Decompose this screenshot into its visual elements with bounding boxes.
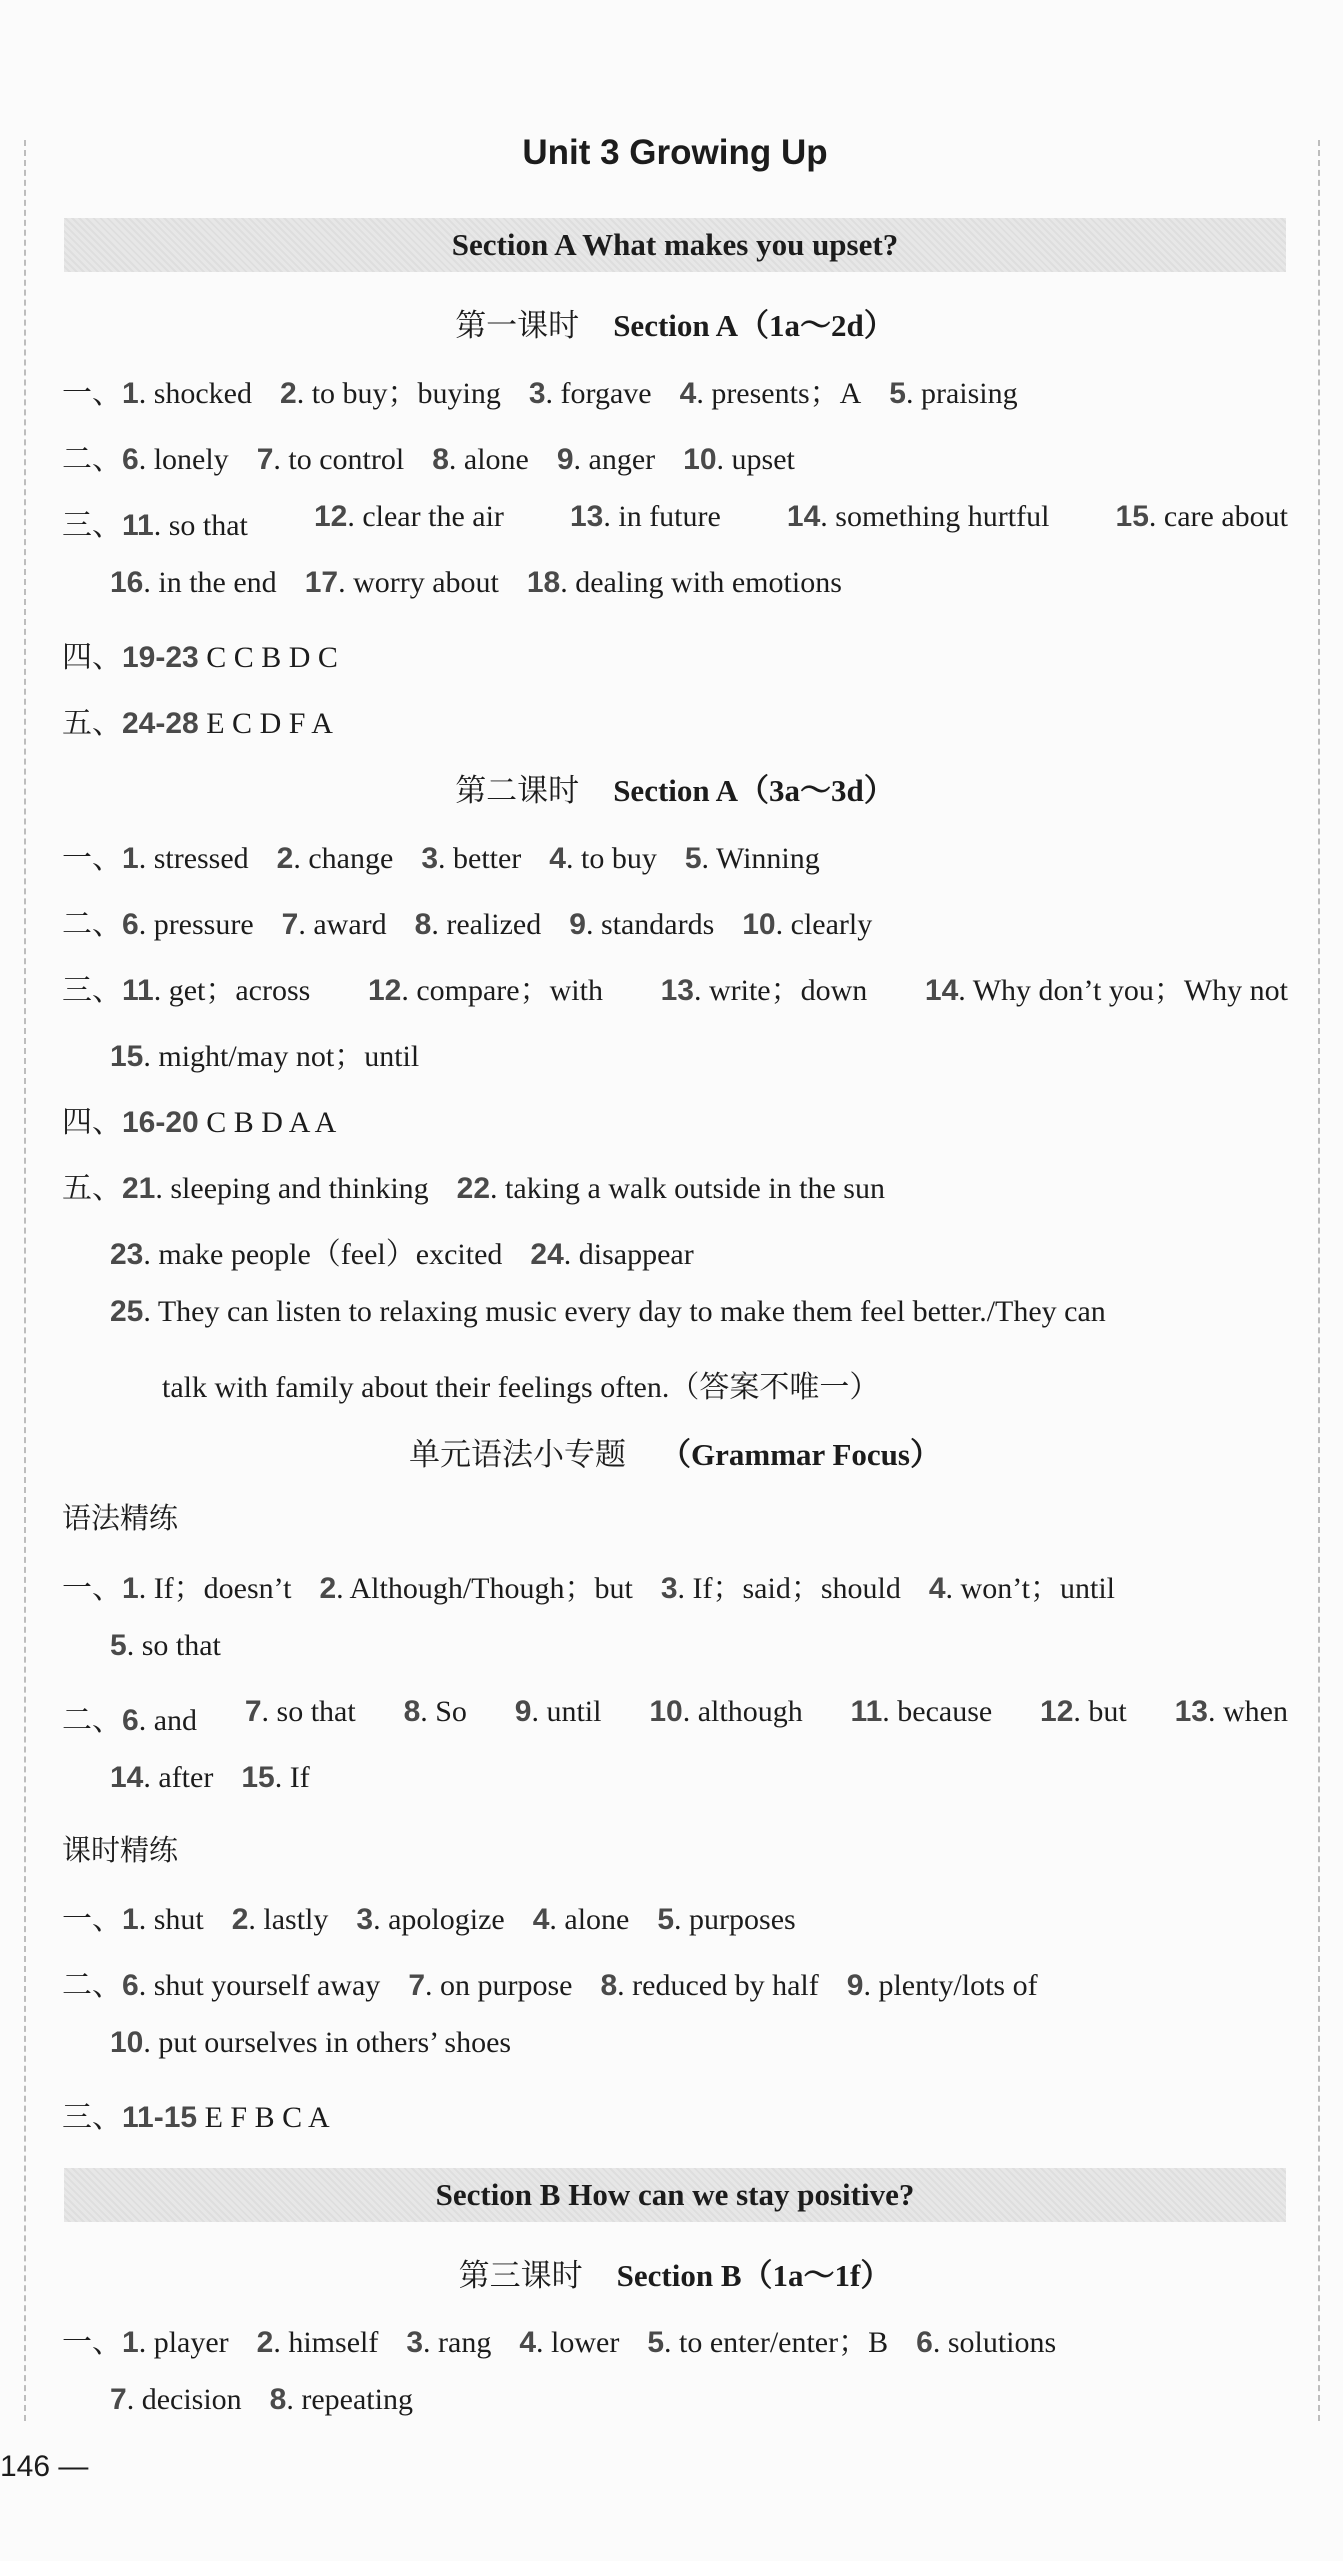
lesson-en: Section A（3a～3d）: [613, 773, 895, 808]
answer-text: . when: [1207, 1695, 1288, 1728]
answer-item: [122, 641, 338, 674]
answer-item: [649, 1695, 802, 1739]
answer-item: [257, 2326, 379, 2359]
question-number: 12: [313, 500, 348, 533]
answer-text: . worry about: [338, 566, 499, 599]
answer-text: . to buy: [565, 842, 657, 875]
answer-item: [162, 1371, 879, 1404]
question-number: 10: [649, 1695, 683, 1728]
answer-text: . award: [298, 908, 387, 941]
question-number: 5: [684, 842, 702, 875]
answer-item: [1175, 1695, 1288, 1739]
answer-item: [270, 2383, 413, 2416]
answer-item: [62, 965, 310, 1009]
answer-text: . standards: [585, 908, 715, 941]
answer-text: . If；said；should: [677, 1572, 901, 1605]
subheading-grammar-practice: 语法精练: [62, 1501, 179, 1535]
question-number: 18: [526, 566, 561, 599]
question-number: 13: [569, 500, 604, 533]
answer-text: E C D F A: [198, 707, 333, 740]
answer-item: [851, 1695, 993, 1739]
answer-item: [110, 1295, 1106, 1329]
answer-item: [683, 443, 795, 476]
section-label: 四、: [62, 1105, 122, 1140]
answer-text: . shut: [138, 1903, 204, 1936]
answer-item: [847, 1969, 1038, 2002]
answer-text: . shut yourself away: [138, 1969, 381, 2002]
answer-text: . himself: [273, 2326, 379, 2359]
question-number: 9: [569, 908, 586, 941]
question-number: 11: [122, 974, 154, 1007]
lesson-cn: 第一课时: [455, 308, 580, 344]
question-number: 3: [660, 1572, 678, 1605]
answer-text: C C B D C: [198, 641, 338, 674]
section-label: 五、: [62, 706, 122, 741]
answer-item: [122, 443, 229, 476]
answer-item: [408, 1969, 572, 2002]
answer-line: [110, 1031, 1288, 1075]
answer-item: [368, 965, 603, 1009]
answer-text: . praising: [905, 377, 1018, 410]
answer-item: [122, 1572, 291, 1605]
page-number: 146 —: [0, 2450, 89, 2483]
question-number: 1: [122, 1903, 139, 1936]
question-number: 11: [850, 1695, 883, 1728]
lesson-heading-grammar: [62, 1429, 1288, 1474]
answer-line: [110, 1629, 1288, 1663]
question-number: 21: [122, 1172, 156, 1205]
question-number: 1: [122, 1572, 139, 1605]
question-number: 3: [528, 377, 546, 410]
question-number: 7: [408, 1969, 425, 2002]
question-number: 5: [657, 1903, 675, 1936]
answer-text: . lastly: [248, 1903, 329, 1936]
subheading-lesson-practice: 课时精练: [62, 1833, 179, 1867]
question-number: 5: [647, 2326, 665, 2359]
answer-text: C B D A A: [198, 1106, 337, 1139]
answer-item: [241, 1761, 309, 1794]
question-number: 1: [122, 377, 139, 410]
answer-text: . write；down: [693, 974, 868, 1007]
lesson-cn: 第三课时: [458, 2258, 583, 2294]
section-label: 二、: [62, 907, 122, 942]
answer-text: . Why don’t you；Why not: [958, 974, 1288, 1007]
answer-item: [600, 1969, 818, 2002]
answer-line: [110, 566, 1288, 600]
answer-item: [530, 1238, 693, 1271]
answer-text: . forgave: [545, 377, 652, 410]
question-number: 4: [532, 1903, 550, 1936]
answer-item: [527, 566, 842, 599]
answer-line: [62, 965, 1288, 1009]
answer-item: [1116, 500, 1288, 544]
answer-text: . although: [682, 1695, 803, 1728]
question-number: 5: [889, 377, 906, 410]
answer-text: . If: [274, 1761, 310, 1794]
answer-item: [122, 2326, 229, 2359]
question-number: 11-15: [122, 2101, 198, 2134]
answer-item: [657, 1903, 795, 1936]
answer-text: . so that: [126, 1629, 221, 1662]
answer-text: . shocked: [138, 377, 252, 410]
question-number: 8: [414, 908, 432, 941]
answer-text: . decision: [126, 2383, 242, 2416]
answer-item: [1040, 1695, 1127, 1739]
question-number: 7: [244, 1695, 262, 1728]
answer-text: . player: [138, 2326, 229, 2359]
section-label: 三、: [62, 508, 122, 543]
answer-item: [257, 443, 405, 476]
section-label: 一、: [62, 841, 122, 876]
answer-item: [122, 707, 333, 740]
answer-text: . so that: [153, 509, 248, 542]
question-number: 2: [231, 1903, 249, 1936]
answer-item: [742, 908, 872, 941]
question-number: 15: [241, 1761, 275, 1794]
answer-text: . to control: [273, 443, 405, 476]
answer-item: [457, 1172, 885, 1205]
answer-text: . purposes: [674, 1903, 796, 1936]
lesson-cn: 第二课时: [455, 773, 580, 809]
answer-item: [122, 842, 249, 875]
answer-line: [62, 368, 1288, 412]
question-number: 19-23: [122, 641, 199, 674]
answer-text: . because: [882, 1695, 993, 1728]
answer-item: [122, 377, 252, 410]
section-label: 一、: [62, 1571, 122, 1606]
answer-text: . upset: [716, 443, 795, 476]
answer-item: [421, 842, 521, 875]
question-number: 5: [110, 1629, 127, 1662]
answer-line: [62, 500, 1288, 544]
question-number: 3: [356, 1903, 374, 1936]
section-label: 一、: [62, 2325, 122, 2360]
answer-line: [62, 1163, 1288, 1207]
answer-item: [110, 2026, 511, 2059]
section-a-banner: Section A What makes you upset?: [64, 218, 1286, 272]
answer-text: . after: [143, 1761, 214, 1794]
answer-text: . sleeping and thinking: [155, 1172, 429, 1205]
answer-text: E F B C A: [197, 2101, 330, 2134]
answer-item: [432, 443, 529, 476]
answer-text: . change: [293, 842, 394, 875]
question-number: 6: [122, 443, 139, 476]
answer-item: [122, 1903, 204, 1936]
answer-item: [110, 1238, 502, 1271]
question-number: 13: [660, 974, 694, 1007]
answer-line: [62, 698, 1288, 742]
question-number: 9: [514, 1695, 532, 1728]
answer-item: [519, 2326, 619, 2359]
answer-text: . compare；with: [401, 974, 603, 1007]
lesson-cn: 单元语法小专题: [409, 1437, 627, 1473]
answer-item: [280, 377, 501, 410]
answer-text: . clear the air: [347, 500, 504, 533]
answer-item: [282, 908, 387, 941]
section-label: 二、: [62, 1968, 122, 2003]
answer-line: [62, 1695, 1288, 1739]
answer-text: . and: [138, 1704, 198, 1737]
answer-text: . something hurtful: [820, 500, 1050, 533]
question-number: 8: [600, 1969, 618, 2002]
answer-text: . in the end: [143, 566, 277, 599]
question-number: 22: [456, 1172, 491, 1205]
answer-text: . on purpose: [425, 1969, 573, 2002]
answer-text: . They can listen to relaxing music every day to make them feel better./They can: [143, 1295, 1106, 1328]
answer-line: [62, 2317, 1288, 2361]
question-number: 10: [683, 443, 717, 476]
answer-text: . make people（feel）excited: [143, 1238, 503, 1271]
answer-text: . repeating: [286, 2383, 413, 2416]
answer-text: . alone: [549, 1903, 630, 1936]
section-label: 三、: [62, 2100, 122, 2135]
answer-text: . solutions: [932, 2326, 1057, 2359]
answer-item: [319, 1572, 632, 1605]
answer-item: [680, 377, 862, 410]
section-label: 一、: [62, 1902, 122, 1937]
answer-item: [62, 1695, 197, 1739]
question-number: 25: [110, 1295, 144, 1328]
answer-text: . apologize: [373, 1903, 505, 1936]
answer-line: [110, 1761, 1288, 1795]
answer-item: [232, 1903, 329, 1936]
unit-title: Unit 3 Growing Up: [522, 133, 828, 172]
answer-line: [62, 833, 1288, 877]
answer-item: [515, 1695, 602, 1739]
answer-text: . reduced by half: [617, 1969, 819, 2002]
question-number: 7: [281, 908, 299, 941]
answer-item: [533, 1903, 630, 1936]
answer-item: [916, 2326, 1056, 2359]
question-number: 4: [549, 842, 566, 875]
answer-line: [62, 632, 1288, 676]
answer-line: [110, 1295, 1288, 1329]
answer-line: [110, 1229, 1288, 1273]
question-number: 24: [530, 1238, 564, 1271]
answer-text: . lower: [536, 2326, 620, 2359]
answer-text: . might/may not；until: [143, 1040, 420, 1073]
answer-item: [110, 566, 277, 599]
right-margin-rule: [1318, 140, 1320, 2421]
answer-item: [406, 2326, 491, 2359]
question-number: 9: [846, 1969, 864, 2002]
lesson-heading-1: [62, 300, 1288, 345]
answer-item: [647, 2326, 888, 2359]
answer-text: . until: [531, 1695, 602, 1728]
question-number: 13: [1174, 1695, 1208, 1728]
answer-line: [62, 899, 1288, 943]
answer-item: [929, 1572, 1115, 1605]
question-number: 24-28: [122, 707, 199, 740]
question-number: 4: [679, 377, 697, 410]
question-number: 14: [924, 974, 959, 1007]
question-number: 11: [122, 509, 154, 542]
answer-item: [122, 1106, 336, 1139]
answer-line: [62, 1097, 1288, 1141]
lesson-heading-2: [62, 765, 1288, 810]
answer-item: [110, 2383, 242, 2416]
answer-text: . so that: [261, 1695, 356, 1728]
answer-text: . in future: [603, 500, 721, 533]
question-number: 3: [406, 2326, 424, 2359]
question-number: 10: [110, 2026, 144, 2059]
question-number: 8: [403, 1695, 421, 1728]
answer-text: . care about: [1148, 500, 1288, 533]
question-number: 2: [280, 377, 297, 410]
question-number: 16: [110, 566, 144, 599]
question-number: 1: [122, 2326, 139, 2359]
answer-text: . taking a walk outside in the sun: [490, 1172, 885, 1205]
answer-item: [529, 377, 652, 410]
answer-text: . rang: [423, 2326, 492, 2359]
answer-item: [122, 2101, 330, 2134]
question-number: 8: [269, 2383, 287, 2416]
question-number: 7: [110, 2383, 127, 2416]
answer-item: [661, 965, 868, 1009]
section-label: 三、: [62, 973, 122, 1008]
answer-text: . dealing with emotions: [560, 566, 842, 599]
question-number: 12: [1040, 1695, 1074, 1728]
answer-item: [245, 1695, 356, 1739]
section-label: 二、: [62, 1703, 122, 1738]
question-number: 2: [319, 1572, 337, 1605]
answer-item: [557, 443, 655, 476]
answer-item: [889, 377, 1017, 410]
answer-item: [314, 500, 504, 544]
answer-text: . If；doesn’t: [138, 1572, 292, 1605]
answer-item: [110, 1761, 213, 1794]
answer-text: talk with family about their feelings often.（答案不唯一）: [162, 1371, 880, 1404]
answer-text: . clearly: [775, 908, 873, 941]
answer-item: [404, 1695, 467, 1739]
question-number: 14: [110, 1761, 144, 1794]
question-number: 10: [742, 908, 776, 941]
question-number: 7: [256, 443, 274, 476]
answer-item: [787, 500, 1050, 544]
answer-line: [62, 1894, 1288, 1938]
answer-item: [305, 566, 499, 599]
answer-item: [356, 1903, 504, 1936]
answer-text: . stressed: [138, 842, 249, 875]
answer-text: . lonely: [138, 443, 229, 476]
answer-text: . alone: [448, 443, 529, 476]
answer-item: [925, 965, 1288, 1009]
question-number: 8: [432, 443, 449, 476]
answer-line: [62, 2092, 1288, 2136]
left-margin-rule: [24, 140, 26, 2421]
lesson-en: Section B（1a～1f）: [616, 2258, 892, 2293]
answer-item: [122, 908, 254, 941]
question-number: 12: [367, 974, 402, 1007]
answer-line: [62, 1960, 1288, 2004]
answer-text: . plenty/lots of: [863, 1969, 1038, 2002]
question-number: 16-20: [122, 1106, 199, 1139]
answer-text: . Winning: [701, 842, 820, 875]
answer-line: [62, 434, 1288, 478]
answer-text: . but: [1073, 1695, 1127, 1728]
answer-item: [549, 842, 657, 875]
question-number: 9: [556, 443, 574, 476]
answer-text: . So: [420, 1695, 467, 1728]
question-number: 6: [122, 1969, 139, 2002]
answer-text: . get；across: [153, 974, 311, 1007]
section-label: 二、: [62, 442, 122, 477]
answer-item: [415, 908, 542, 941]
answer-item: [661, 1572, 901, 1605]
answer-line: [62, 1563, 1288, 1607]
answer-item: [110, 1040, 419, 1073]
answer-text: . won’t；until: [945, 1572, 1115, 1605]
answer-text: . to enter/enter；B: [664, 2326, 889, 2359]
lesson-en: Section A（1a～2d）: [613, 308, 895, 343]
answer-text: . realized: [431, 908, 542, 941]
question-number: 6: [122, 908, 139, 941]
answer-item: [122, 1172, 429, 1205]
answer-text: . disappear: [563, 1238, 694, 1271]
answer-item: [110, 1629, 221, 1662]
answer-item: [277, 842, 394, 875]
question-number: 6: [916, 2326, 933, 2359]
question-number: 23: [110, 1238, 144, 1271]
answer-text: . put ourselves in others’ shoes: [143, 2026, 512, 2059]
question-number: 1: [122, 842, 139, 875]
answer-item: [62, 500, 248, 544]
answer-item: [569, 908, 714, 941]
answer-item: [570, 500, 721, 544]
answer-item: [122, 1969, 380, 2002]
answer-text: . presents；A: [696, 377, 862, 410]
answer-text: . better: [438, 842, 522, 875]
section-label: 四、: [62, 640, 122, 675]
answer-line: [110, 2383, 1288, 2417]
answer-text: . pressure: [138, 908, 254, 941]
lesson-en: （Grammar Focus）: [660, 1437, 941, 1472]
answer-line: [110, 2026, 1288, 2060]
question-number: 2: [276, 842, 294, 875]
question-number: 14: [786, 500, 821, 533]
answer-text: . Although/Though；but: [336, 1572, 633, 1605]
section-b-banner: Section B How can we stay positive?: [64, 2168, 1286, 2222]
question-number: 15: [110, 1040, 144, 1073]
answer-item: [685, 842, 820, 875]
question-number: 4: [519, 2326, 537, 2359]
question-number: 3: [421, 842, 438, 875]
question-number: 6: [122, 1704, 139, 1737]
question-number: 17: [304, 566, 339, 599]
section-label: 一、: [62, 376, 122, 411]
lesson-heading-3: [62, 2250, 1288, 2295]
answer-text: . anger: [573, 443, 656, 476]
answer-line: [162, 1362, 1288, 1406]
question-number: 2: [256, 2326, 274, 2359]
answer-text: . to buy；buying: [296, 377, 501, 410]
question-number: 15: [1115, 500, 1149, 533]
question-number: 4: [928, 1572, 946, 1605]
section-label: 五、: [62, 1171, 122, 1206]
